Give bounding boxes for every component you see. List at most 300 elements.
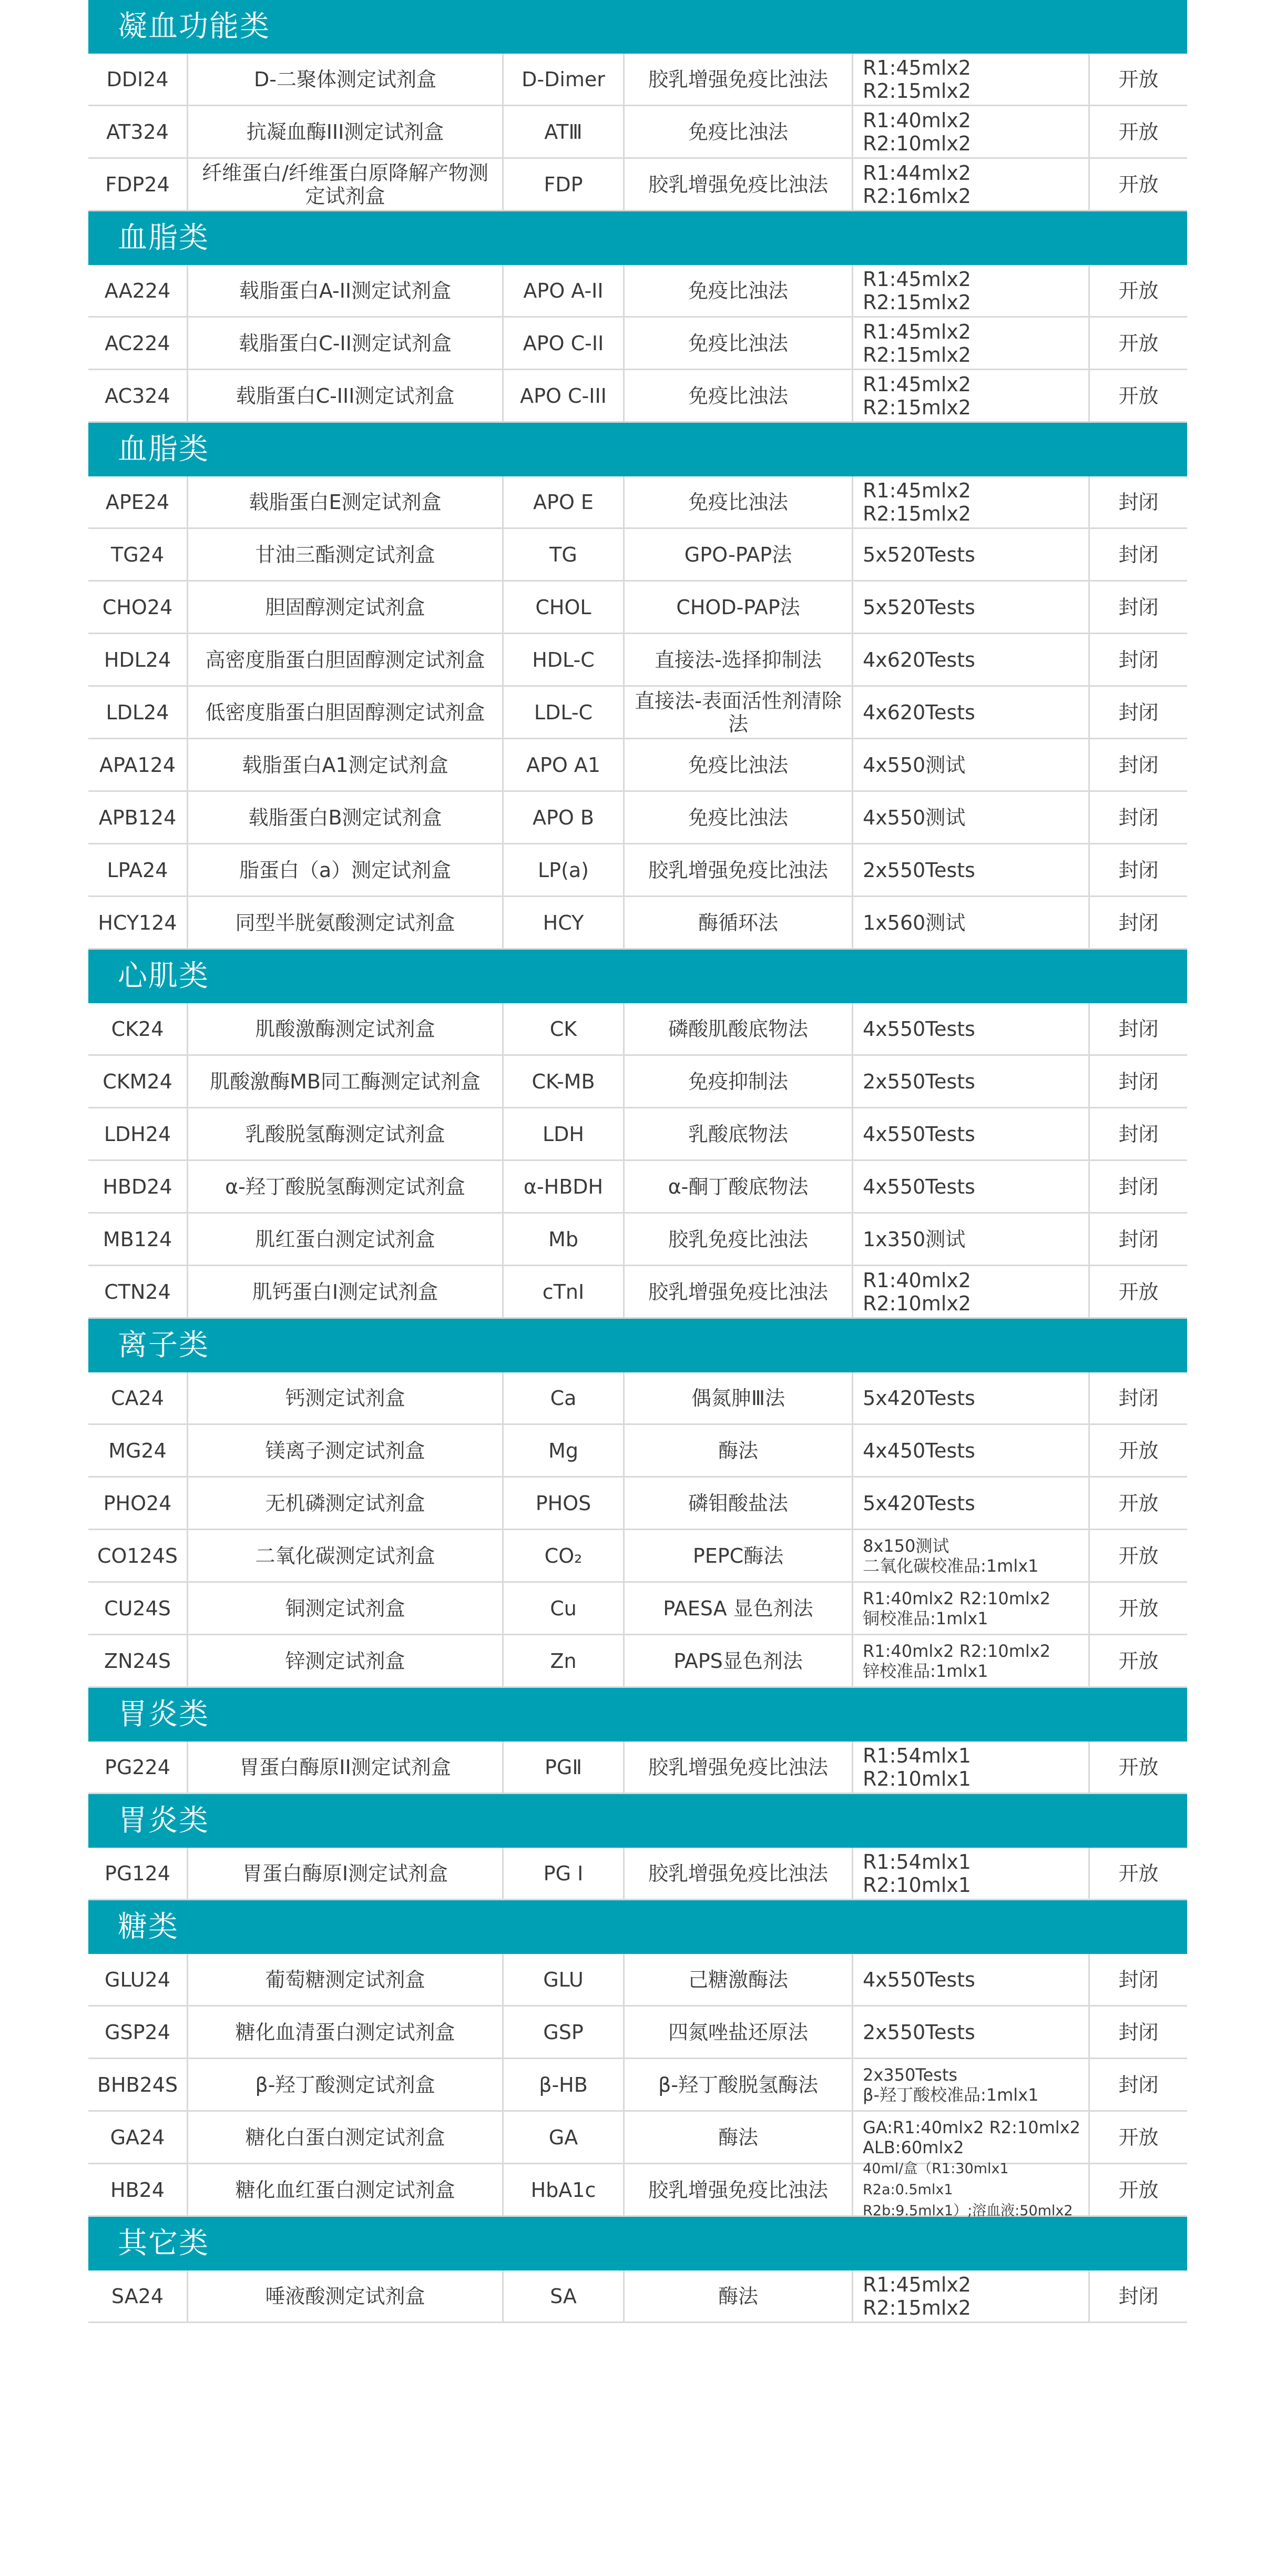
method-cell: 磷酸肌酸底物法 bbox=[625, 1003, 853, 1054]
abbreviation-cell: ATⅢ bbox=[504, 106, 625, 157]
table-row bbox=[88, 54, 1187, 106]
product-code-cell: HBD24 bbox=[88, 1161, 188, 1212]
table-row bbox=[88, 1108, 1187, 1161]
method-cell: 胶乳免疫比浊法 bbox=[625, 1214, 853, 1265]
product-name-cell: 纤维蛋白/纤维蛋白原降解产物测定试剂盒 bbox=[188, 159, 504, 210]
status-cell: 封闭 bbox=[1118, 700, 1159, 724]
method-cell: 磷钼酸盐法 bbox=[625, 1478, 853, 1529]
specification-line: GA:R1:40mlx2 R2:10mlx2 bbox=[863, 2117, 1080, 2137]
specification-cell bbox=[853, 792, 1090, 843]
method-cell: 免疫比浊法 bbox=[625, 476, 853, 527]
product-code-cell: ZN24S bbox=[88, 1635, 188, 1686]
status-cell: 开放 bbox=[1118, 384, 1159, 408]
specification-cell bbox=[853, 2059, 1090, 2110]
method-cell: 免疫比浊法 bbox=[625, 792, 853, 843]
table-row bbox=[88, 2160, 1187, 2219]
product-code-cell: AT324 bbox=[88, 106, 188, 157]
section-header: 离子类 bbox=[88, 1319, 1187, 1372]
abbreviation-cell: LDL-C bbox=[504, 687, 625, 738]
specification-cell bbox=[853, 1954, 1090, 2005]
method-cell: 免疫比浊法 bbox=[625, 106, 853, 157]
specification-cell bbox=[853, 1583, 1090, 1634]
product-code-cell: BHB24S bbox=[88, 2059, 188, 2110]
status-cell: 开放 bbox=[1118, 279, 1159, 302]
status-cell: 开放 bbox=[1118, 1755, 1159, 1779]
abbreviation-cell: LDH bbox=[504, 1108, 625, 1159]
product-name-cell: 高密度脂蛋白胆固醇测定试剂盒 bbox=[188, 634, 504, 685]
abbreviation-cell: HbA1c bbox=[504, 2164, 625, 2215]
product-name-cell: 低密度脂蛋白胆固醇测定试剂盒 bbox=[188, 687, 504, 738]
table-row bbox=[88, 1266, 1187, 1319]
table-row bbox=[88, 1530, 1187, 1583]
status-cell: 封闭 bbox=[1118, 1122, 1159, 1146]
abbreviation-cell: TG bbox=[504, 529, 625, 580]
product-code-cell: AC324 bbox=[88, 370, 188, 421]
specification-lines bbox=[863, 2065, 1038, 2105]
specification-line: 8x150测试 bbox=[863, 1535, 950, 1556]
specification-line: R1:40mlx2 R2:10mlx2 bbox=[863, 1641, 1051, 1661]
status-cell: 开放 bbox=[1118, 172, 1159, 196]
product-code-cell: MG24 bbox=[88, 1425, 188, 1476]
specification-cell bbox=[853, 159, 1090, 210]
product-code-cell: GSP24 bbox=[88, 2007, 188, 2058]
abbreviation-cell: PG I bbox=[504, 1848, 625, 1899]
product-code-cell: APA124 bbox=[88, 739, 188, 790]
method-cell: 胶乳增强免疫比浊法 bbox=[625, 159, 853, 210]
method-cell: PAESA 显色剂法 bbox=[625, 1583, 853, 1634]
specification-lines bbox=[863, 2117, 1080, 2157]
table-row bbox=[88, 1372, 1187, 1425]
product-code-cell: LDL24 bbox=[88, 687, 188, 738]
status-cell: 开放 bbox=[1118, 2178, 1159, 2202]
specification-cell bbox=[853, 1161, 1090, 1212]
specification-cell bbox=[853, 897, 1090, 948]
abbreviation-cell: APO C-III bbox=[504, 370, 625, 421]
status-cell: 开放 bbox=[1118, 1280, 1159, 1304]
specification-cell bbox=[853, 1848, 1090, 1899]
product-name-cell: β-羟丁酸测定试剂盒 bbox=[188, 2059, 504, 2110]
specification-line: R1:45mlx2 R2:15mlx2 bbox=[863, 267, 971, 314]
table-row bbox=[88, 739, 1187, 792]
product-code-cell: HCY124 bbox=[88, 897, 188, 948]
specification-lines bbox=[863, 1536, 1039, 1576]
abbreviation-cell: APO C-II bbox=[504, 318, 625, 369]
product-code-cell: CKM24 bbox=[88, 1056, 188, 1107]
product-name-cell: 肌酸激酶MB同工酶测定试剂盒 bbox=[188, 1056, 504, 1107]
specification-line: R2b:9.5mlx1）;溶血液:50mlx2 bbox=[863, 2202, 1073, 2219]
product-code-cell: GA24 bbox=[88, 2112, 188, 2163]
table-row bbox=[88, 687, 1187, 739]
specification-cell bbox=[853, 634, 1090, 685]
specification-line: 5x420Tests bbox=[863, 1491, 975, 1515]
specification-line: 5x520Tests bbox=[863, 595, 975, 619]
table-row bbox=[88, 1056, 1187, 1108]
method-cell: β-羟丁酸脱氢酶法 bbox=[625, 2059, 853, 2110]
status-cell: 开放 bbox=[1118, 120, 1159, 144]
product-code-cell: SA24 bbox=[88, 2270, 188, 2322]
table-row bbox=[88, 370, 1187, 423]
specification-cell bbox=[853, 739, 1090, 790]
product-name-cell: 糖化白蛋白测定试剂盒 bbox=[188, 2112, 504, 2163]
abbreviation-cell: CHOL bbox=[504, 582, 625, 633]
specification-cell bbox=[853, 370, 1090, 421]
table-row bbox=[88, 265, 1187, 318]
abbreviation-cell: APO E bbox=[504, 476, 625, 527]
reagent-catalog-table bbox=[88, 0, 1187, 2323]
product-code-cell: GLU24 bbox=[88, 1954, 188, 2005]
specification-cell bbox=[853, 1214, 1090, 1265]
product-name-cell: α-羟丁酸脱氢酶测定试剂盒 bbox=[188, 1161, 504, 1212]
abbreviation-cell: APO A1 bbox=[504, 739, 625, 790]
specification-cell bbox=[853, 2160, 1090, 2219]
method-cell: 免疫比浊法 bbox=[625, 739, 853, 790]
section-header: 血脂类 bbox=[88, 423, 1187, 476]
specification-line: R1:54mlx1 R2:10mlx1 bbox=[863, 1744, 971, 1790]
status-cell: 开放 bbox=[1118, 1649, 1159, 1673]
specification-cell bbox=[853, 2112, 1090, 2163]
table-row bbox=[88, 2007, 1187, 2059]
product-name-cell: 载脂蛋白A-II测定试剂盒 bbox=[188, 265, 504, 316]
specification-line: R1:45mlx2 R2:15mlx2 bbox=[863, 478, 971, 525]
method-cell: 四氮唑盐还原法 bbox=[625, 2007, 853, 2058]
product-code-cell: FDP24 bbox=[88, 159, 188, 210]
product-name-cell: 锌测定试剂盒 bbox=[188, 1635, 504, 1686]
specification-lines bbox=[863, 2158, 1084, 2222]
table-row bbox=[88, 1848, 1187, 1900]
abbreviation-cell: HCY bbox=[504, 897, 625, 948]
abbreviation-cell: β-HB bbox=[504, 2059, 625, 2110]
abbreviation-cell: GA bbox=[504, 2112, 625, 2163]
abbreviation-cell: GSP bbox=[504, 2007, 625, 2058]
product-code-cell: AC224 bbox=[88, 318, 188, 369]
abbreviation-cell: CK bbox=[504, 1003, 625, 1054]
section-header: 胃炎类 bbox=[88, 1794, 1187, 1848]
table-row bbox=[88, 897, 1187, 950]
method-cell: 免疫抑制法 bbox=[625, 1056, 853, 1107]
product-name-cell: 唾液酸测定试剂盒 bbox=[188, 2270, 504, 2322]
specification-line: 1x560测试 bbox=[863, 911, 966, 934]
abbreviation-cell: FDP bbox=[504, 159, 625, 210]
specification-line: 4x550Tests bbox=[863, 1175, 975, 1198]
table-row bbox=[88, 634, 1187, 687]
specification-cell bbox=[853, 529, 1090, 580]
specification-cell bbox=[853, 687, 1090, 738]
product-name-cell: 无机磷测定试剂盒 bbox=[188, 1478, 504, 1529]
specification-line: 4x550Tests bbox=[863, 1968, 975, 1991]
status-cell: 封闭 bbox=[1118, 1175, 1159, 1198]
specification-cell bbox=[853, 1635, 1090, 1686]
specification-cell bbox=[853, 2007, 1090, 2058]
status-cell: 开放 bbox=[1118, 331, 1159, 355]
specification-line: R1:45mlx2 R2:15mlx2 bbox=[863, 56, 971, 103]
method-cell: 酶循环法 bbox=[625, 897, 853, 948]
status-cell: 封闭 bbox=[1118, 2073, 1159, 2096]
status-cell: 封闭 bbox=[1118, 1227, 1159, 1251]
table-row bbox=[88, 2270, 1187, 2323]
specification-line: 5x420Tests bbox=[863, 1386, 975, 1410]
section-header: 糖类 bbox=[88, 1900, 1187, 1954]
product-code-cell: LPA24 bbox=[88, 844, 188, 895]
product-name-cell: 载脂蛋白C-II测定试剂盒 bbox=[188, 318, 504, 369]
product-name-cell: 肌钙蛋白I测定试剂盒 bbox=[188, 1266, 504, 1317]
status-cell: 开放 bbox=[1118, 1596, 1159, 1620]
product-code-cell: CA24 bbox=[88, 1372, 188, 1423]
method-cell: CHOD-PAP法 bbox=[625, 582, 853, 633]
status-cell: 封闭 bbox=[1118, 595, 1159, 619]
status-cell: 开放 bbox=[1118, 2125, 1159, 2149]
specification-cell bbox=[853, 318, 1090, 369]
specification-line: β-羟丁酸校准品:1mlx1 bbox=[863, 2084, 1039, 2105]
product-name-cell: 载脂蛋白C-III测定试剂盒 bbox=[188, 370, 504, 421]
product-name-cell: 胃蛋白酶原II测定试剂盒 bbox=[188, 1742, 504, 1793]
status-cell: 开放 bbox=[1118, 1544, 1159, 1567]
specification-line: R1:45mlx2 R2:15mlx2 bbox=[863, 2273, 971, 2319]
product-code-cell: DDI24 bbox=[88, 54, 188, 105]
specification-cell bbox=[853, 1425, 1090, 1476]
specification-cell bbox=[853, 1003, 1090, 1054]
specification-line: 4x550Tests bbox=[863, 1017, 975, 1041]
abbreviation-cell: Mb bbox=[504, 1214, 625, 1265]
specification-line: 2x550Tests bbox=[863, 2020, 975, 2044]
specification-cell bbox=[853, 1478, 1090, 1529]
section-header: 心肌类 bbox=[88, 950, 1187, 1003]
product-name-cell: 乳酸脱氢酶测定试剂盒 bbox=[188, 1108, 504, 1159]
specification-cell bbox=[853, 1056, 1090, 1107]
product-name-cell: 二氧化碳测定试剂盒 bbox=[188, 1530, 504, 1581]
method-cell: 乳酸底物法 bbox=[625, 1108, 853, 1159]
status-cell: 封闭 bbox=[1118, 858, 1159, 882]
table-row bbox=[88, 792, 1187, 844]
table-row bbox=[88, 1583, 1187, 1635]
product-code-cell: CTN24 bbox=[88, 1266, 188, 1317]
product-name-cell: 甘油三酯测定试剂盒 bbox=[188, 529, 504, 580]
table-row bbox=[88, 318, 1187, 370]
method-cell: 胶乳增强免疫比浊法 bbox=[625, 54, 853, 105]
specification-line: 5x520Tests bbox=[863, 543, 975, 566]
table-row bbox=[88, 2059, 1187, 2112]
specification-line: R1:54mlx1 R2:10mlx1 bbox=[863, 1850, 971, 1897]
section-header: 血脂类 bbox=[88, 211, 1187, 265]
abbreviation-cell: Cu bbox=[504, 1583, 625, 1634]
method-cell: 直接法-选择抑制法 bbox=[625, 634, 853, 685]
status-cell: 开放 bbox=[1118, 1491, 1159, 1515]
product-name-cell: 铜测定试剂盒 bbox=[188, 1583, 504, 1634]
product-name-cell: 肌红蛋白测定试剂盒 bbox=[188, 1214, 504, 1265]
product-name-cell: 糖化血红蛋白测定试剂盒 bbox=[188, 2164, 504, 2215]
status-cell: 开放 bbox=[1118, 1439, 1159, 1462]
product-code-cell: TG24 bbox=[88, 529, 188, 580]
product-code-cell: AA224 bbox=[88, 265, 188, 316]
specification-line: 40ml/盒（R1:30mlx1 R2a:0.5mlx1 bbox=[863, 2160, 1009, 2198]
method-cell: PEPC酶法 bbox=[625, 1530, 853, 1581]
method-cell: 胶乳增强免疫比浊法 bbox=[625, 2164, 853, 2215]
status-cell: 封闭 bbox=[1118, 753, 1159, 777]
table-row bbox=[88, 106, 1187, 159]
product-code-cell: PG124 bbox=[88, 1848, 188, 1899]
status-cell: 封闭 bbox=[1118, 1070, 1159, 1093]
section-header: 胃炎类 bbox=[88, 1688, 1187, 1742]
section-header: 其它类 bbox=[88, 2217, 1187, 2270]
specification-cell bbox=[853, 582, 1090, 633]
table-row bbox=[88, 1742, 1187, 1794]
product-name-cell: 胆固醇测定试剂盒 bbox=[188, 582, 504, 633]
method-cell: 胶乳增强免疫比浊法 bbox=[625, 844, 853, 895]
specification-lines bbox=[863, 1589, 1050, 1628]
specification-cell bbox=[853, 1108, 1090, 1159]
product-code-cell: MB124 bbox=[88, 1214, 188, 1265]
abbreviation-cell: LP(a) bbox=[504, 844, 625, 895]
product-name-cell: 镁离子测定试剂盒 bbox=[188, 1425, 504, 1476]
table-row bbox=[88, 476, 1187, 529]
status-cell: 封闭 bbox=[1118, 1017, 1159, 1041]
product-name-cell: 载脂蛋白A1测定试剂盒 bbox=[188, 739, 504, 790]
product-code-cell: CHO24 bbox=[88, 582, 188, 633]
specification-cell bbox=[853, 2270, 1090, 2322]
method-cell: 免疫比浊法 bbox=[625, 318, 853, 369]
product-name-cell: 载脂蛋白E测定试剂盒 bbox=[188, 476, 504, 527]
method-cell: 胶乳增强免疫比浊法 bbox=[625, 1742, 853, 1793]
status-cell: 封闭 bbox=[1118, 806, 1159, 829]
specification-line: 4x550Tests bbox=[863, 1122, 975, 1146]
product-name-cell: 肌酸激酶测定试剂盒 bbox=[188, 1003, 504, 1054]
abbreviation-cell: HDL-C bbox=[504, 634, 625, 685]
method-cell: 直接法-表面活性剂清除法 bbox=[625, 687, 853, 738]
specification-line: 2x550Tests bbox=[863, 1070, 975, 1093]
abbreviation-cell: APO B bbox=[504, 792, 625, 843]
product-name-cell: 胃蛋白酶原I测定试剂盒 bbox=[188, 1848, 504, 1899]
specification-line: R1:45mlx2 R2:15mlx2 bbox=[863, 320, 971, 366]
method-cell: 免疫比浊法 bbox=[625, 370, 853, 421]
product-code-cell: CK24 bbox=[88, 1003, 188, 1054]
table-row bbox=[88, 159, 1187, 211]
table-row bbox=[88, 1425, 1187, 1478]
method-cell: 胶乳增强免疫比浊法 bbox=[625, 1266, 853, 1317]
specification-cell bbox=[853, 1372, 1090, 1423]
specification-line: 1x350测试 bbox=[863, 1227, 966, 1251]
specification-cell bbox=[853, 265, 1090, 316]
table-row bbox=[88, 844, 1187, 897]
abbreviation-cell: GLU bbox=[504, 1954, 625, 2005]
specification-line: 4x620Tests bbox=[863, 700, 975, 724]
table-row bbox=[88, 1161, 1187, 1214]
table-row bbox=[88, 1954, 1187, 2007]
method-cell: 酶法 bbox=[625, 2112, 853, 2163]
product-code-cell: PHO24 bbox=[88, 1478, 188, 1529]
method-cell: 酶法 bbox=[625, 2270, 853, 2322]
abbreviation-cell: APO A-II bbox=[504, 265, 625, 316]
product-code-cell: APE24 bbox=[88, 476, 188, 527]
specification-line: 2x350Tests bbox=[863, 2064, 958, 2085]
table-row bbox=[88, 2112, 1187, 2164]
specification-cell bbox=[853, 1266, 1090, 1317]
table-row bbox=[88, 1003, 1187, 1056]
abbreviation-cell: D-Dimer bbox=[504, 54, 625, 105]
status-cell: 封闭 bbox=[1118, 1968, 1159, 1991]
method-cell: 酶法 bbox=[625, 1425, 853, 1476]
abbreviation-cell: CK-MB bbox=[504, 1056, 625, 1107]
method-cell: α-酮丁酸底物法 bbox=[625, 1161, 853, 1212]
abbreviation-cell: CO₂ bbox=[504, 1530, 625, 1581]
status-cell: 封闭 bbox=[1118, 648, 1159, 671]
product-name-cell: 钙测定试剂盒 bbox=[188, 1372, 504, 1423]
product-code-cell: CU24S bbox=[88, 1583, 188, 1634]
method-cell: 己糖激酶法 bbox=[625, 1954, 853, 2005]
method-cell: 免疫比浊法 bbox=[625, 265, 853, 316]
specification-line: 4x550测试 bbox=[863, 753, 966, 777]
status-cell: 封闭 bbox=[1118, 2284, 1159, 2308]
specification-line: 铜校准品:1mlx1 bbox=[863, 1608, 988, 1628]
method-cell: 胶乳增强免疫比浊法 bbox=[625, 1848, 853, 1899]
status-cell: 开放 bbox=[1118, 67, 1159, 91]
abbreviation-cell: α-HBDH bbox=[504, 1161, 625, 1212]
status-cell: 封闭 bbox=[1118, 911, 1159, 934]
product-code-cell: CO124S bbox=[88, 1530, 188, 1581]
product-name-cell: 糖化血清蛋白测定试剂盒 bbox=[188, 2007, 504, 2058]
abbreviation-cell: PHOS bbox=[504, 1478, 625, 1529]
specification-line: R1:40mlx2 R2:10mlx2 bbox=[863, 108, 971, 155]
product-name-cell: 抗凝血酶III测定试剂盒 bbox=[188, 106, 504, 157]
table-row bbox=[88, 1635, 1187, 1688]
abbreviation-cell: Ca bbox=[504, 1372, 625, 1423]
abbreviation-cell: SA bbox=[504, 2270, 625, 2322]
product-name-cell: 脂蛋白（a）测定试剂盒 bbox=[188, 844, 504, 895]
product-name-cell: 载脂蛋白B测定试剂盒 bbox=[188, 792, 504, 843]
method-cell: PAPS显色剂法 bbox=[625, 1635, 853, 1686]
product-code-cell: LDH24 bbox=[88, 1108, 188, 1159]
section-header: 凝血功能类 bbox=[88, 0, 1187, 54]
status-cell: 封闭 bbox=[1118, 1386, 1159, 1410]
table-row bbox=[88, 1214, 1187, 1266]
product-code-cell: HDL24 bbox=[88, 634, 188, 685]
specification-line: R1:40mlx2 R2:10mlx2 bbox=[863, 1588, 1051, 1608]
specification-cell bbox=[853, 106, 1090, 157]
specification-line: ALB:60mlx2 bbox=[863, 2137, 964, 2157]
abbreviation-cell: PGⅡ bbox=[504, 1742, 625, 1793]
method-cell: 偶氮胂Ⅲ法 bbox=[625, 1372, 853, 1423]
product-name-cell: D-二聚体测定试剂盒 bbox=[188, 54, 504, 105]
product-name-cell: 葡萄糖测定试剂盒 bbox=[188, 1954, 504, 2005]
product-code-cell: PG224 bbox=[88, 1742, 188, 1793]
status-cell: 封闭 bbox=[1118, 543, 1159, 566]
specification-line: 锌校准品:1mlx1 bbox=[863, 1661, 988, 1681]
abbreviation-cell: Mg bbox=[504, 1425, 625, 1476]
table-row bbox=[88, 1478, 1187, 1530]
specification-line: R1:44mlx2 R2:16mlx2 bbox=[863, 161, 971, 208]
table-row bbox=[88, 529, 1187, 582]
specification-line: R1:45mlx2 R2:15mlx2 bbox=[863, 372, 971, 419]
status-cell: 开放 bbox=[1118, 1861, 1159, 1885]
specification-line: 二氧化碳校准品:1mlx1 bbox=[863, 1555, 1039, 1576]
specification-cell bbox=[853, 844, 1090, 895]
product-code-cell: APB124 bbox=[88, 792, 188, 843]
abbreviation-cell: Zn bbox=[504, 1635, 625, 1686]
specification-line: 4x450Tests bbox=[863, 1439, 975, 1462]
product-name-cell: 同型半胱氨酸测定试剂盒 bbox=[188, 897, 504, 948]
specification-cell bbox=[853, 1742, 1090, 1793]
status-cell: 封闭 bbox=[1118, 2020, 1159, 2044]
method-cell: GPO-PAP法 bbox=[625, 529, 853, 580]
specification-line: 4x620Tests bbox=[863, 648, 975, 671]
status-cell: 封闭 bbox=[1118, 490, 1159, 514]
specification-cell bbox=[853, 1530, 1090, 1581]
specification-line: R1:40mlx2 R2:10mlx2 bbox=[863, 1268, 971, 1315]
abbreviation-cell: cTnI bbox=[504, 1266, 625, 1317]
specification-cell bbox=[853, 54, 1090, 105]
specification-cell bbox=[853, 476, 1090, 527]
specification-line: 4x550测试 bbox=[863, 806, 966, 829]
specification-lines bbox=[863, 1641, 1050, 1681]
product-code-cell: HB24 bbox=[88, 2164, 188, 2215]
